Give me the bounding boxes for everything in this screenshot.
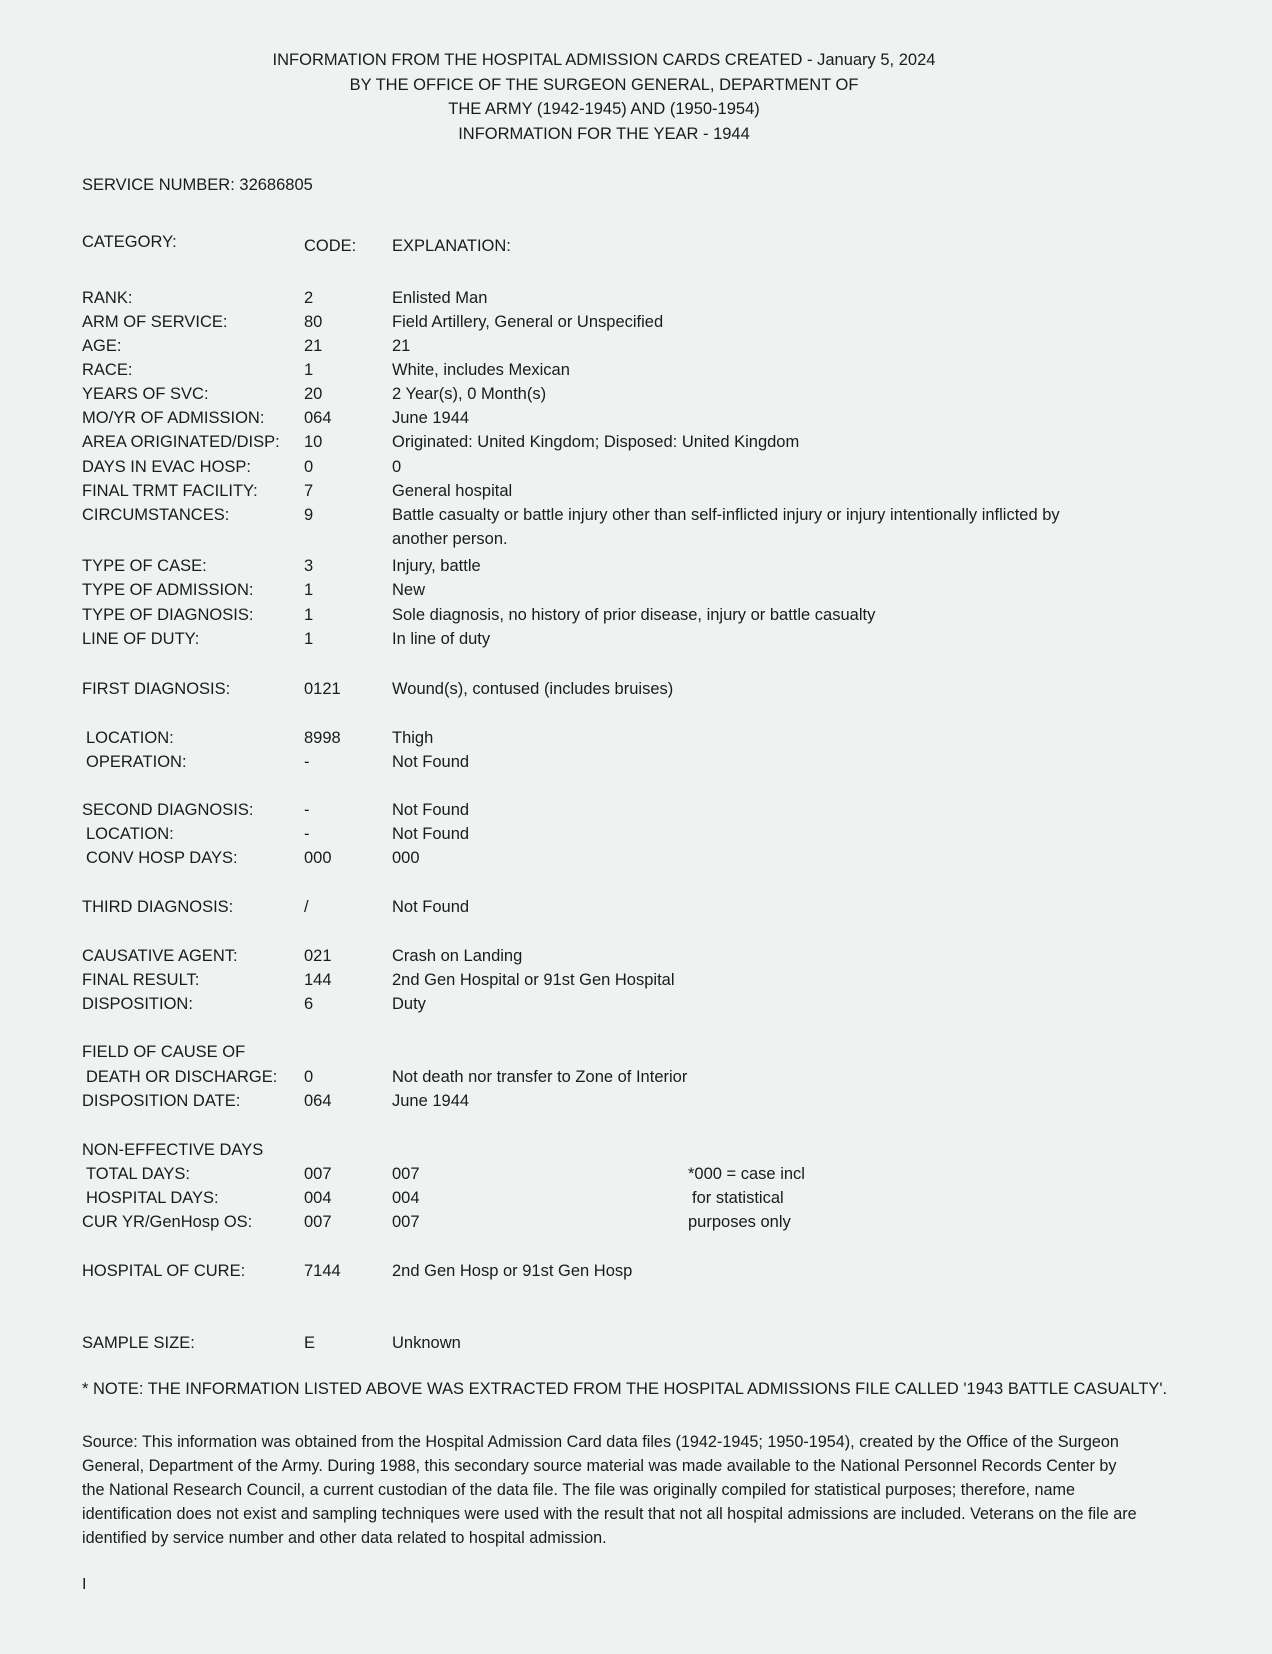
row-explanation: Crash on Landing	[392, 947, 523, 965]
table-row	[0, 750, 1272, 774]
row-category: ARM OF SERVICE:	[82, 313, 228, 331]
extraction-note: * NOTE: THE INFORMATION LISTED ABOVE WAS EXTRACTED FROM THE HOSPITAL ADMISSIONS FILE CALLED '1943 BATTLE CASUALTY'.	[82, 1380, 1168, 1398]
row-note: *000 = case incl	[688, 1165, 805, 1183]
row-explanation: Enlisted Man	[392, 289, 488, 307]
table-row	[0, 603, 1272, 627]
table-row	[0, 798, 1272, 822]
row-explanation: Duty	[392, 995, 426, 1013]
row-code: 0	[304, 1068, 314, 1086]
category-column-header: CATEGORY:	[82, 233, 177, 251]
row-explanation: Unknown	[392, 1334, 461, 1352]
header-line-2: BY THE OFFICE OF THE SURGEON GENERAL, DEPARTMENT OF	[349, 75, 859, 94]
row-explanation: Injury, battle	[392, 557, 481, 575]
row-code: 21	[304, 337, 323, 355]
row-category: TYPE OF DIAGNOSIS:	[82, 606, 254, 624]
row-explanation: Not death nor transfer to Zone of Interior	[392, 1068, 688, 1086]
row-explanation: Sole diagnosis, no history of prior disease, injury or battle casualty	[392, 606, 876, 624]
row-explanation: 007	[392, 1165, 420, 1183]
row-explanation: Not Found	[392, 825, 470, 843]
row-code: 064	[304, 1092, 332, 1110]
row-category: TOTAL DAYS:	[86, 1165, 190, 1183]
row-code: -	[304, 753, 310, 771]
row-explanation: White, includes Mexican	[392, 361, 570, 379]
table-row	[0, 992, 1272, 1016]
row-category: RACE:	[82, 361, 133, 379]
row-code: 000	[304, 849, 332, 867]
table-row	[0, 578, 1272, 602]
row-category: DISPOSITION DATE:	[82, 1092, 241, 1110]
row-explanation: Not Found	[392, 753, 470, 771]
row-note: purposes only	[688, 1213, 791, 1231]
row-category: TYPE OF ADMISSION:	[82, 581, 254, 599]
row-code: 007	[304, 1213, 332, 1231]
row-category: LOCATION:	[86, 825, 174, 843]
row-category: FIELD OF CAUSE OF	[82, 1043, 246, 1061]
row-category: CUR YR/GenHosp OS:	[82, 1213, 253, 1231]
row-explanation: 21	[392, 337, 411, 355]
row-code: 1	[304, 361, 314, 379]
row-code: 021	[304, 947, 332, 965]
table-row	[0, 822, 1272, 846]
table-row	[0, 286, 1272, 310]
row-explanation: Thigh	[392, 729, 434, 747]
row-explanation: Not Found	[392, 898, 470, 916]
row-category: SECOND DIAGNOSIS:	[82, 801, 254, 819]
row-code: 0	[304, 458, 314, 476]
row-category: AGE:	[82, 337, 122, 355]
row-code: -	[304, 825, 310, 843]
row-category: TYPE OF CASE:	[82, 557, 207, 575]
table-row	[0, 968, 1272, 992]
row-code: 3	[304, 557, 314, 575]
row-explanation: In line of duty	[392, 630, 491, 648]
row-note: for statistical	[692, 1189, 784, 1207]
row-code: 2	[304, 289, 314, 307]
explanation-column-header: EXPLANATION:	[392, 237, 511, 255]
row-category: FIRST DIAGNOSIS:	[82, 680, 231, 698]
table-row	[0, 1138, 1272, 1162]
code-column-header: CODE:	[304, 237, 357, 255]
header-line-3: THE ARMY (1942-1945) AND (1950-1954)	[448, 100, 760, 118]
table-row	[0, 334, 1272, 358]
row-explanation: 2nd Gen Hospital or 91st Gen Hospital	[392, 971, 675, 989]
row-category: YEARS OF SVC:	[82, 385, 209, 403]
row-code: 10	[304, 433, 323, 451]
row-explanation: 2nd Gen Hosp or 91st Gen Hosp	[392, 1262, 633, 1280]
table-row	[0, 1065, 1272, 1089]
row-explanation: June 1944	[392, 409, 470, 427]
row-category: DISPOSITION:	[82, 995, 193, 1013]
column-headers	[0, 233, 1272, 261]
row-category: CIRCUMSTANCES:	[82, 506, 230, 524]
row-category: AREA ORIGINATED/DISP:	[82, 433, 280, 451]
service-number-label: SERVICE NUMBER:	[82, 176, 235, 194]
row-category: DAYS IN EVAC HOSP:	[82, 458, 252, 476]
table-row	[0, 627, 1272, 651]
row-category: MO/YR OF ADMISSION:	[82, 409, 265, 427]
row-code: 1	[304, 606, 314, 624]
table-row	[0, 479, 1272, 503]
row-code: 0121	[304, 680, 341, 698]
table-row	[0, 382, 1272, 406]
source-paragraph: Source: This information was obtained from the Hospital Admission Card data files (1942-1945; 1950-1954), created by the Office of the Surgeon General, Department of the Army. During 1988, this secondary source material was made available to the National Personnel Records Center by the National Research Council, a current custodian of the data file. The file was originally compiled for statistical purposes; therefore, name identification does not exist and sampling techniques were used with the result that not all hospital admissions are included. Veterans on the file are identified by service number and other data related to hospital admission.	[82, 1433, 1137, 1547]
row-code: -	[304, 801, 310, 819]
table-row	[0, 1186, 1272, 1210]
row-explanation: 0	[392, 458, 402, 476]
table-row	[0, 1040, 1272, 1064]
row-code: /	[304, 898, 309, 916]
table-row	[0, 310, 1272, 334]
row-explanation: New	[392, 581, 426, 599]
row-code: 004	[304, 1189, 332, 1207]
header-line-1: INFORMATION FROM THE HOSPITAL ADMISSION CARDS CREATED - January 5, 2024	[272, 51, 936, 69]
table-row	[0, 1162, 1272, 1186]
row-category: FINAL TRMT FACILITY:	[82, 482, 258, 500]
row-code: 7	[304, 482, 314, 500]
row-explanation: General hospital	[392, 482, 513, 500]
row-category: FINAL RESULT:	[82, 971, 200, 989]
table-row	[0, 726, 1272, 750]
row-explanation: 007	[392, 1213, 420, 1231]
table-row	[0, 677, 1272, 701]
row-category: LOCATION:	[86, 729, 174, 747]
table-row	[0, 358, 1272, 382]
row-explanation: Not Found	[392, 801, 470, 819]
row-category: RANK:	[82, 289, 133, 307]
row-category: OPERATION:	[86, 753, 187, 771]
document-header	[240, 48, 968, 146]
header-line-4: INFORMATION FOR THE YEAR - 1944	[458, 124, 750, 143]
table-row	[0, 455, 1272, 479]
row-category: CAUSATIVE AGENT:	[82, 947, 238, 965]
row-category: SAMPLE SIZE:	[82, 1334, 195, 1352]
table-row	[0, 846, 1272, 870]
row-category: CONV HOSP DAYS:	[86, 849, 238, 867]
service-number-value: 32686805	[239, 176, 313, 194]
row-code: 144	[304, 971, 332, 989]
table-row	[0, 503, 1272, 551]
page-mark: I	[82, 1576, 87, 1593]
row-code: 7144	[304, 1262, 341, 1280]
row-code: 1	[304, 581, 314, 599]
row-code: 6	[304, 995, 314, 1013]
table-row	[0, 1331, 1272, 1355]
row-category: THIRD DIAGNOSIS:	[82, 898, 234, 916]
row-category: NON-EFFECTIVE DAYS	[82, 1141, 264, 1159]
table-row	[0, 554, 1272, 578]
row-explanation: June 1944	[392, 1092, 470, 1110]
row-category: DEATH OR DISCHARGE:	[86, 1068, 278, 1086]
row-code: E	[304, 1334, 316, 1352]
row-category: HOSPITAL OF CURE:	[82, 1262, 246, 1280]
table-row	[0, 1210, 1272, 1234]
row-explanation: Wound(s), contused (includes bruises)	[392, 680, 674, 698]
row-explanation: 004	[392, 1189, 420, 1207]
row-code: 20	[304, 385, 323, 403]
row-explanation: Originated: United Kingdom; Disposed: United Kingdom	[392, 433, 800, 451]
row-explanation: Battle casualty or battle injury other than self-inflicted injury or injury intentionally inflicted by another person.	[392, 506, 1060, 548]
row-explanation: 2 Year(s), 0 Month(s)	[392, 385, 547, 403]
table-row	[0, 1089, 1272, 1113]
table-row	[0, 406, 1272, 430]
row-code: 007	[304, 1165, 332, 1183]
table-row	[0, 1259, 1272, 1283]
row-explanation: Field Artillery, General or Unspecified	[392, 313, 664, 331]
row-category: HOSPITAL DAYS:	[86, 1189, 219, 1207]
row-category: LINE OF DUTY:	[82, 630, 200, 648]
row-code: 064	[304, 409, 332, 427]
service-number	[82, 176, 313, 195]
row-code: 1	[304, 630, 314, 648]
row-code: 80	[304, 313, 323, 331]
row-code: 9	[304, 506, 314, 524]
row-explanation: 000	[392, 849, 420, 867]
row-code: 8998	[304, 729, 341, 747]
table-row	[0, 430, 1272, 454]
table-row	[0, 944, 1272, 968]
table-row	[0, 895, 1272, 919]
